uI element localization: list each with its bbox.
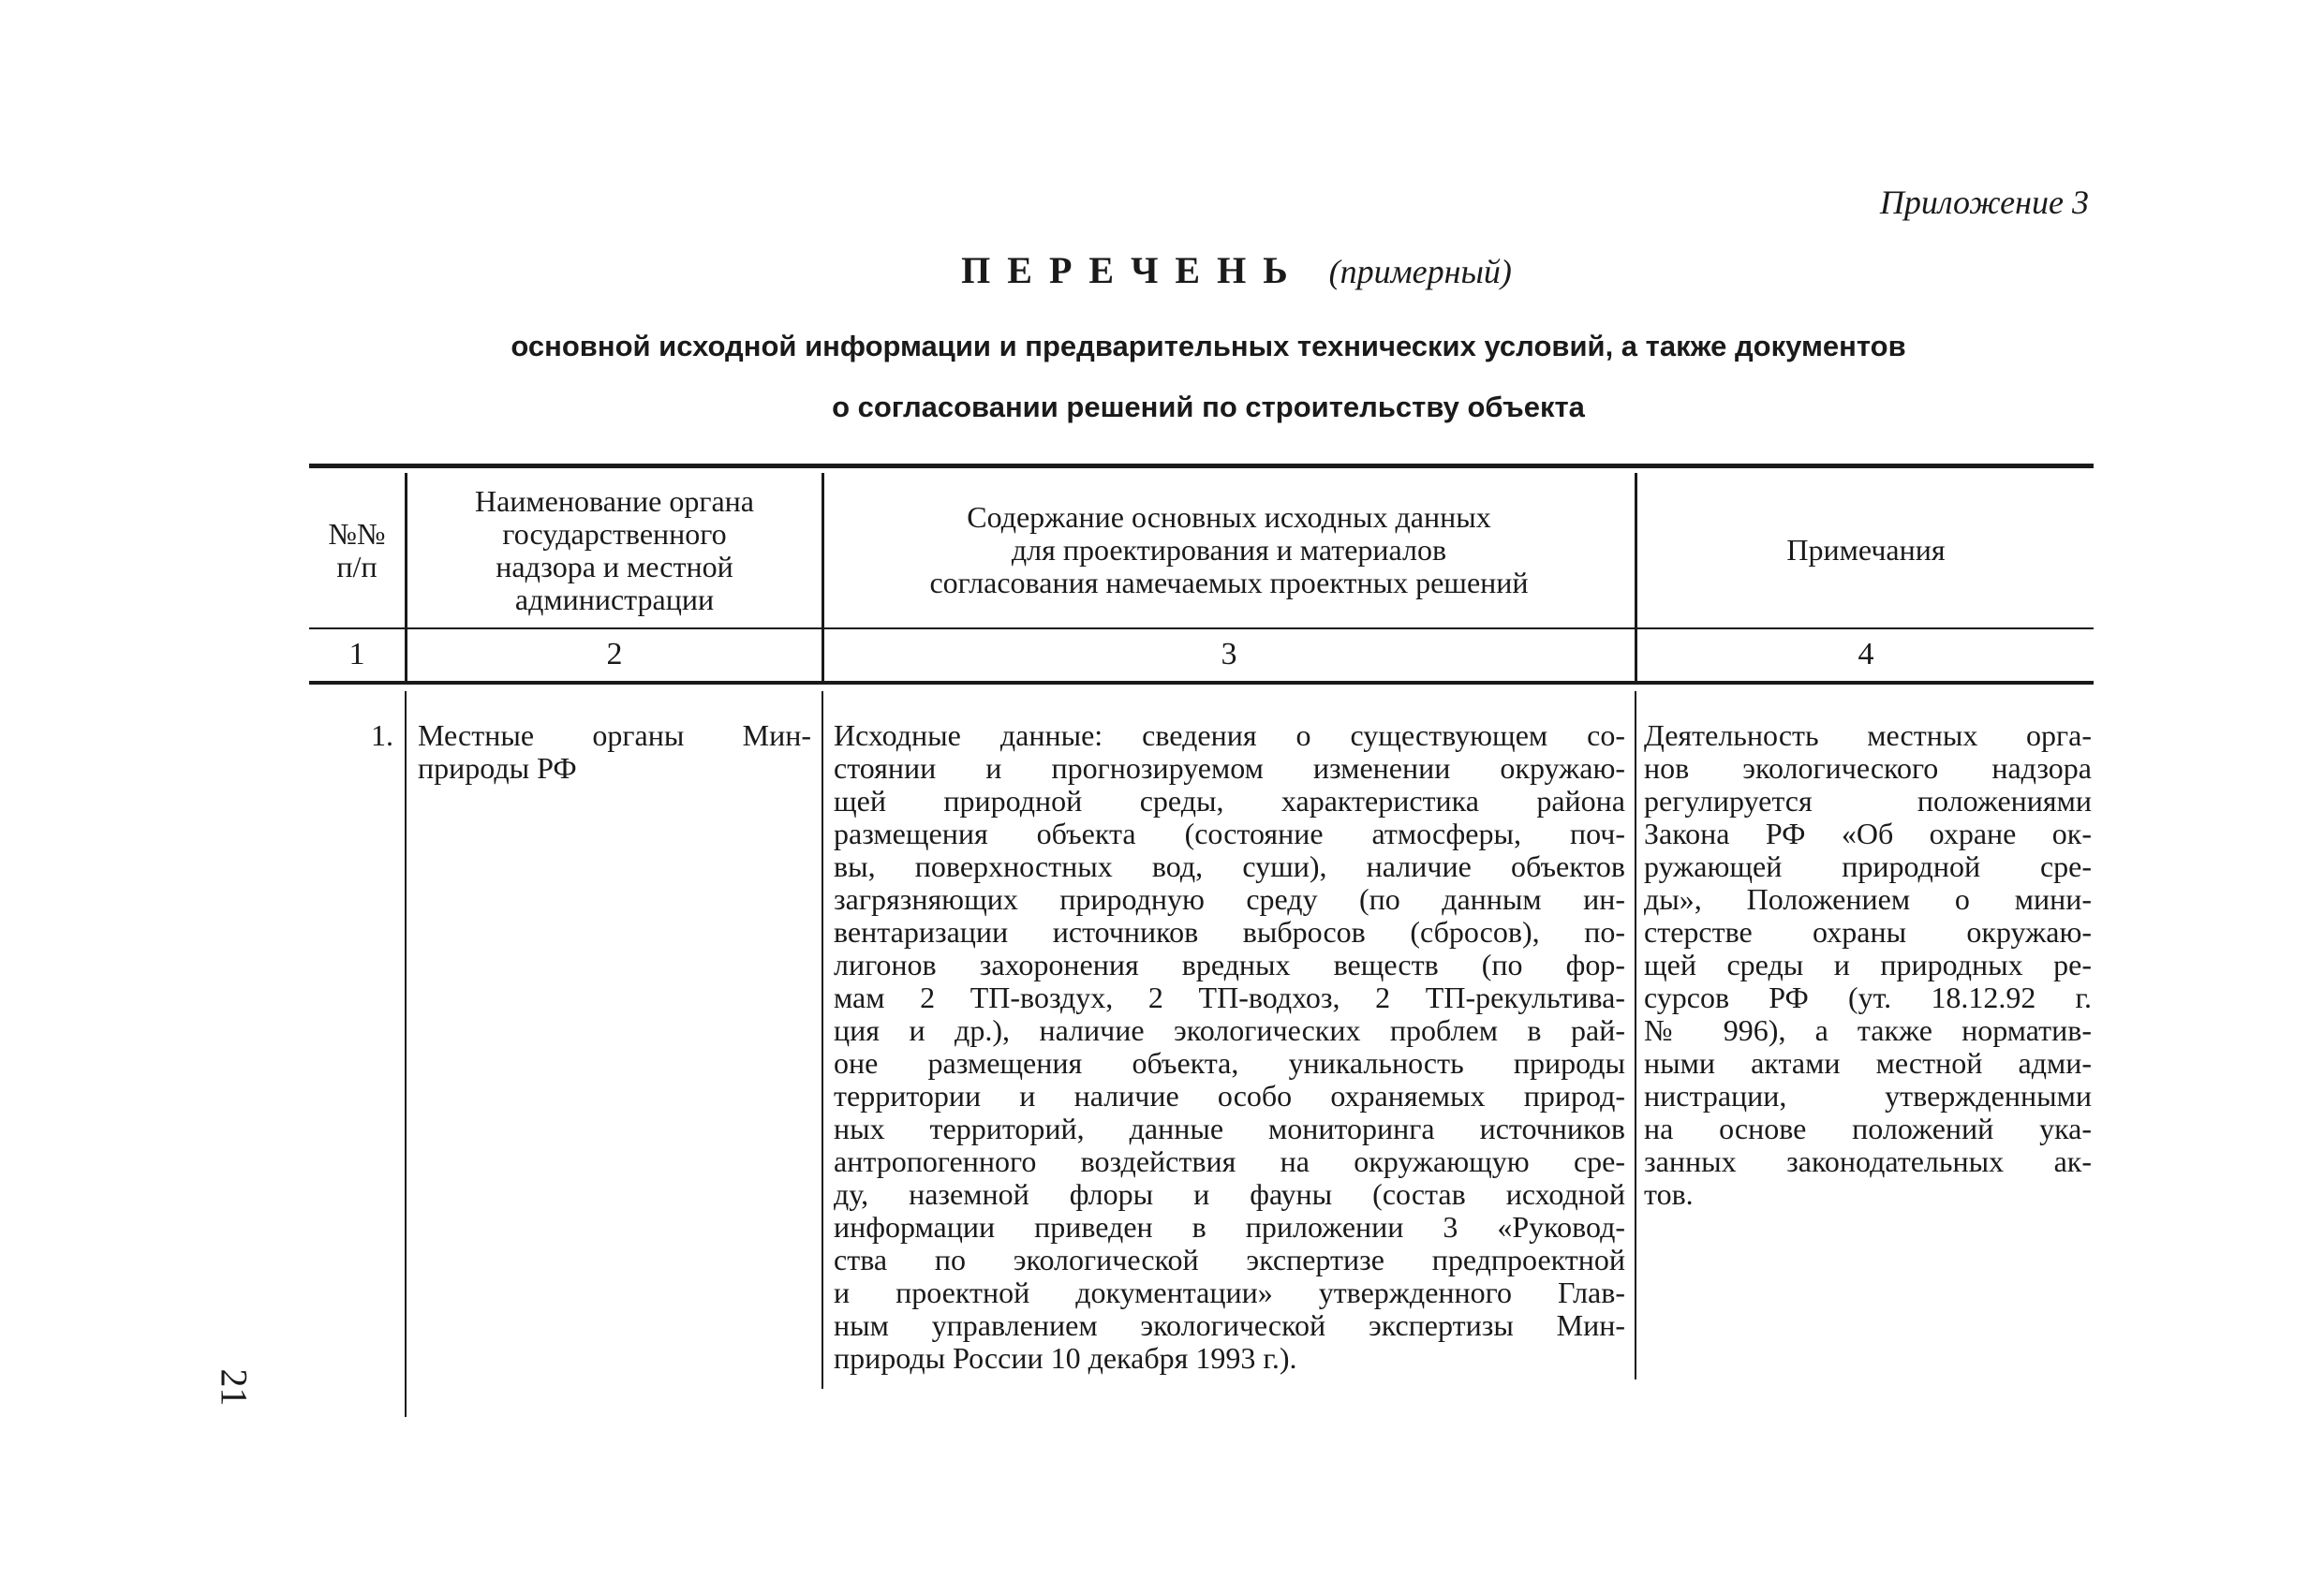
content-line: лигонов захоронения вредных веществ (по фор- [834, 948, 1625, 981]
header-content: Содержание основных исходных данных для проектирования и материалов согласования намечаемых проектных решений [929, 500, 1529, 599]
column-number-3: 3 [1221, 637, 1237, 671]
subtitle-line-2: о согласовании решений по строительству объекта [832, 391, 1585, 423]
title-word: ПЕРЕЧЕНЬ [961, 249, 1305, 291]
body-divider-2 [822, 691, 823, 1389]
notes-line: ружающей природной сре- [1644, 849, 2092, 883]
content-line: территории и наличие особо охраняемых природ- [834, 1079, 1625, 1113]
content-line: вы, поверхностных вод, суши), наличие объектов [834, 849, 1625, 883]
content-line: мам 2 ТП-воздух, 2 ТП-водхоз, 2 ТП-рекультива- [834, 981, 1625, 1014]
title-qualifier: (примерный) [1328, 253, 1512, 290]
appendix-label: Приложение 3 [1879, 184, 2089, 221]
content-line: стоянии и прогнозируемом изменении окружаю- [834, 751, 1625, 785]
notes-line: щей среды и природных ре- [1644, 948, 2092, 981]
organ-line: Местные органы Мин- [418, 718, 811, 752]
header-num: №№ п/п [328, 516, 386, 583]
column-divider-3 [1635, 473, 1637, 681]
table-top-rule [309, 464, 2094, 468]
column-divider-2 [822, 473, 824, 681]
notes-line: ными актами местной адми- [1644, 1046, 2092, 1080]
notes-line: регулируется положениями [1644, 784, 2092, 818]
organ-cell [418, 719, 811, 785]
header-notes: Примечания [1786, 533, 1946, 567]
notes-line: нов экологического надзора [1644, 751, 2092, 785]
content-line: ным управлением экологической экспертизы Мин- [834, 1308, 1625, 1342]
organ-line: природы РФ [418, 751, 577, 785]
column-number-1: 1 [348, 637, 365, 671]
notes-line: нистрации, утвержденными [1644, 1079, 2092, 1113]
content-line: природы России 10 декабря 1993 г.). [834, 1341, 1297, 1375]
notes-line: занных законодательных ак- [1644, 1144, 2092, 1178]
content-line: антропогенного воздействия на окружающую сре- [834, 1144, 1625, 1178]
notes-line: тов. [1644, 1177, 1694, 1211]
content-line: ду, наземной флоры и фауны (состав исходной [834, 1177, 1625, 1211]
column-number-rule [309, 681, 2094, 685]
content-line: щей природной среды, характеристика района [834, 784, 1625, 818]
content-line: ция и др.), наличие экологических проблем в рай- [834, 1013, 1625, 1047]
notes-cell [1644, 719, 2092, 1211]
content-line: загрязняющих природную среду (по данным ин- [834, 882, 1625, 916]
content-line: оне размещения объекта, уникальность природы [834, 1046, 1625, 1080]
notes-line: стерстве охраны окружаю- [1644, 915, 2092, 949]
body-divider-3 [1635, 691, 1636, 1379]
column-divider-1 [405, 473, 407, 681]
content-line: ных территорий, данные мониторинга источников [834, 1112, 1625, 1145]
column-number-2: 2 [606, 637, 623, 671]
header-organ: Наименование органа государственного надзора и местной администрации [474, 483, 754, 616]
body-divider-1 [405, 691, 407, 1417]
subtitle-line-1: основной исходной информации и предварительных технических условий, а также документов [511, 330, 1906, 362]
content-line: вентаризации источников выбросов (сбросов), по- [834, 915, 1625, 949]
content-line: информации приведен в приложении 3 «Руковод- [834, 1210, 1625, 1244]
header-divider-rule [309, 627, 2094, 629]
content-cell [834, 719, 1625, 1375]
notes-line: Закона РФ «Об охране ок- [1644, 817, 2092, 850]
column-number-4: 4 [1858, 637, 1874, 671]
notes-line: на основе положений ука- [1644, 1112, 2092, 1145]
page-number: 21 [213, 1368, 256, 1407]
notes-line: Деятельность местных орга- [1644, 718, 2092, 752]
document-title [656, 248, 1817, 292]
notes-line: сурсов РФ (ут. 18.12.92 г. [1644, 981, 2092, 1014]
notes-line: ды», Положением о мини- [1644, 882, 2092, 916]
content-line: ства по экологической экспертизе предпроектной [834, 1243, 1625, 1276]
content-line: и проектной документации» утвержденного Глав- [834, 1276, 1625, 1309]
content-line: размещения объекта (состояние атмосферы, поч- [834, 817, 1625, 850]
notes-line: № 996), а также норматив- [1644, 1013, 2092, 1047]
content-line: Исходные данные: сведения о существующем со- [834, 718, 1625, 752]
row-number: 1. [371, 718, 393, 752]
